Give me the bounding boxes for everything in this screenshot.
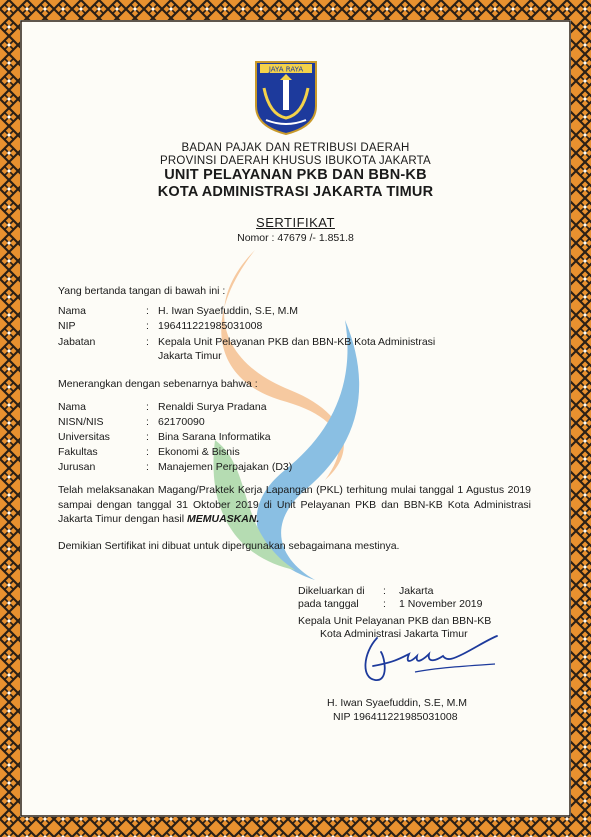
signer-position-label: Jabatan xyxy=(58,336,96,348)
handwritten-signature xyxy=(355,628,505,688)
recipient-faculty-value: Ekonomi & Bisnis xyxy=(158,446,240,458)
signer-nip-value: 196411221985031008 xyxy=(158,320,263,332)
recipient-university-label: Universitas xyxy=(58,431,110,443)
signature-position-line2: Kota Administrasi Jakarta Timur xyxy=(320,628,468,640)
header-line-1: BADAN PAJAK DAN RETRIBUSI DAERAH xyxy=(181,142,410,154)
signature-position-line1: Kepala Unit Pelayanan PKB dan BBN-KB xyxy=(298,615,492,627)
certificate-number: Nomor : 47679 /- 1.851.8 xyxy=(237,232,354,244)
certificate-title: SERTIFIKAT xyxy=(256,215,335,230)
recipient-major-label: Jurusan xyxy=(58,461,96,473)
recipient-intro: Menerangkan dengan sebenarnya bahwa : xyxy=(58,378,258,390)
signer-position-value: Kepala Unit Pelayanan PKB dan BBN-KB Kota Administrasi xyxy=(158,336,436,348)
issued-date-value: 1 November 2019 xyxy=(399,598,483,610)
colon: : xyxy=(146,446,149,458)
signer-intro: Yang bertanda tangan di bawah ini : xyxy=(58,285,226,297)
header-line-3: UNIT PELAYANAN PKB DAN BBN-KB xyxy=(164,167,427,183)
colon: : xyxy=(146,320,149,332)
recipient-faculty-label: Fakultas xyxy=(58,446,98,458)
recipient-university-value: Bina Sarana Informatika xyxy=(158,431,271,443)
recipient-name-label: Nama xyxy=(58,401,87,413)
signer-name-label: Nama xyxy=(58,305,87,317)
issued-date-label: pada tanggal xyxy=(298,598,359,610)
header-line-4: KOTA ADMINISTRASI JAKARTA TIMUR xyxy=(157,184,434,200)
signer-position-value-line2: Jakarta Timur xyxy=(158,350,222,362)
recipient-name-value: Renaldi Surya Pradana xyxy=(158,401,267,413)
jakarta-seal-logo xyxy=(252,58,320,136)
signatory-name: H. Iwan Syaefuddin, S.E, M.M xyxy=(327,697,468,709)
issued-place-value: Jakarta xyxy=(399,585,434,597)
result-text: MEMUASKAN. xyxy=(187,513,260,525)
signatory-nip: NIP 196411221985031008 xyxy=(333,711,458,723)
recipient-nisn-value: 62170090 xyxy=(158,416,205,428)
colon: : xyxy=(146,461,149,473)
signer-name-value: H. Iwan Syaefuddin, S.E, M.M xyxy=(158,305,299,317)
colon: : xyxy=(146,431,149,443)
body-paragraph xyxy=(58,483,531,527)
colon: : xyxy=(146,305,149,317)
signer-nip-label: NIP xyxy=(58,320,76,332)
colon: : xyxy=(146,336,149,348)
header-line-2: PROVINSI DAERAH KHUSUS IBUKOTA JAKARTA xyxy=(160,155,431,167)
colon: : xyxy=(146,416,149,428)
colon: : xyxy=(146,401,149,413)
colon: : xyxy=(383,585,386,597)
recipient-nisn-label: NISN/NIS xyxy=(58,416,104,428)
recipient-major-value: Manajemen Perpajakan (D3) xyxy=(158,461,293,473)
seal-text: JAYA RAYA xyxy=(268,65,304,74)
closing-text: Demikian Sertifikat ini dibuat untuk dipergunakan sebagaimana mestinya. xyxy=(58,540,400,552)
body-text: Telah melaksanakan Magang/Praktek Kerja Lapangan (PKL) terhitung mulai tanggal 1 Agustus 2019 sampai dengan tanggal 31 Oktober 2019 di Unit Pelayanan PKB dan BBN-KB Kota Administrasi Jakarta Timur dengan hasil xyxy=(58,484,531,525)
issued-place-label: Dikeluarkan di xyxy=(298,585,365,597)
colon: : xyxy=(383,598,386,610)
